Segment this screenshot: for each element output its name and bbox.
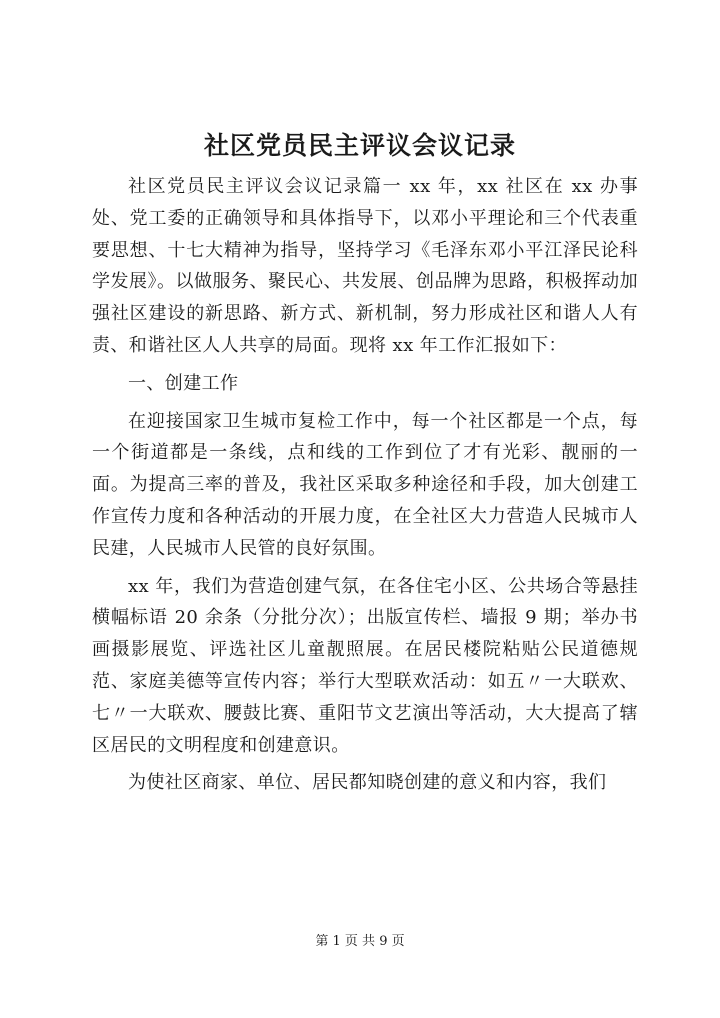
paragraph-intro: 社区党员民主评议会议记录篇一 xx 年，xx 社区在 xx 办事处、党工委的正确领导和具体指导下，以邓小平理论和三个代表重要思想、十七大精神为指导，坚持学习《毛泽东邓小平江泽民论科学发展》。以做服务、聚民心、共发展、创品牌为思路，积极挥动加强社区建设的新思路、新方式、新机制，努力形成社区和谐人人有责、和谐社区人人共享的局面。现将 xx 年工作汇报如下： [92, 176, 638, 356]
paragraph-publicity: xx 年，我们为营造创建气氛，在各住宅小区、公共场合等悬挂横幅标语 20 余条（分批分次）；出版宣传栏、墙报 9 期；举办书画摄影展览、评选社区儿童靓照展。在居民楼院粘贴公民道德规范、家庭美德等宣传内容；举行大型联欢活动：如五〃一大联欢、七〃一大联欢、腰鼓比赛、重阳节文艺演出等活动，大大提高了辖区居民的文明程度和创建意识。 [92, 575, 638, 756]
paragraph-awareness: 为使社区商家、单位、居民都知晓创建的意义和内容，我们 [128, 772, 607, 794]
section-heading: 一、创建工作 [128, 372, 239, 394]
document-body [92, 171, 638, 799]
paragraph-creation-work: 在迎接国家卫生城市复检工作中，每一个社区都是一个点，每一个街道都是一条线，点和线的工作到位了才有光彩、靓丽的一面。为提高三率的普及，我社区采取多种途径和手段，加大创建工作宣传力度和各种活动的开展力度，在全社区大力营造人民城市人民建，人民城市人民管的良好氛围。 [92, 410, 638, 559]
document-title: 社区党员民主评议会议记录 [203, 131, 516, 160]
page-footer: 第 1 页 共 9 页 [315, 934, 405, 949]
